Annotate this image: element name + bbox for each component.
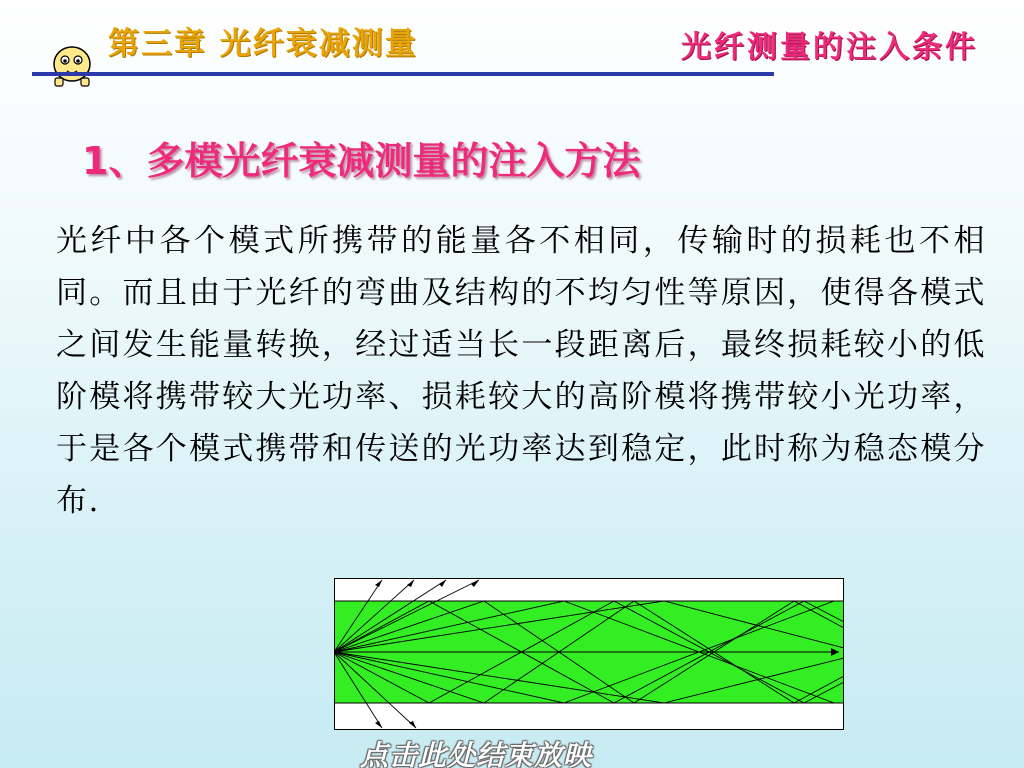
header-divider xyxy=(32,72,774,76)
cartoon-face-icon xyxy=(42,40,106,92)
fiber-ray-diagram xyxy=(334,578,844,730)
section-title: 光纤测量的注入条件 xyxy=(681,30,978,65)
slide-heading: 1、多模光纤衰减测量的注入方法 xyxy=(82,139,641,183)
body-paragraph: 光纤中各个模式所携带的能量各不相同，传输时的损耗也不相同。而且由于光纤的弯曲及结构的不均匀性等原因，使得各模式之间发生能量转换，经过适当长一段距离后，最终损耗较小的低阶模将携带较大光功率、损耗较大的高阶模将携带较小光功率，于是各个模式携带和传送的光功率达到稳定，此时称为稳态模分布. xyxy=(56,223,986,519)
chapter-title: 第三章 光纤衰减测量 xyxy=(108,26,418,62)
end-show-link[interactable]: 点击此处结束放映 xyxy=(360,739,593,768)
